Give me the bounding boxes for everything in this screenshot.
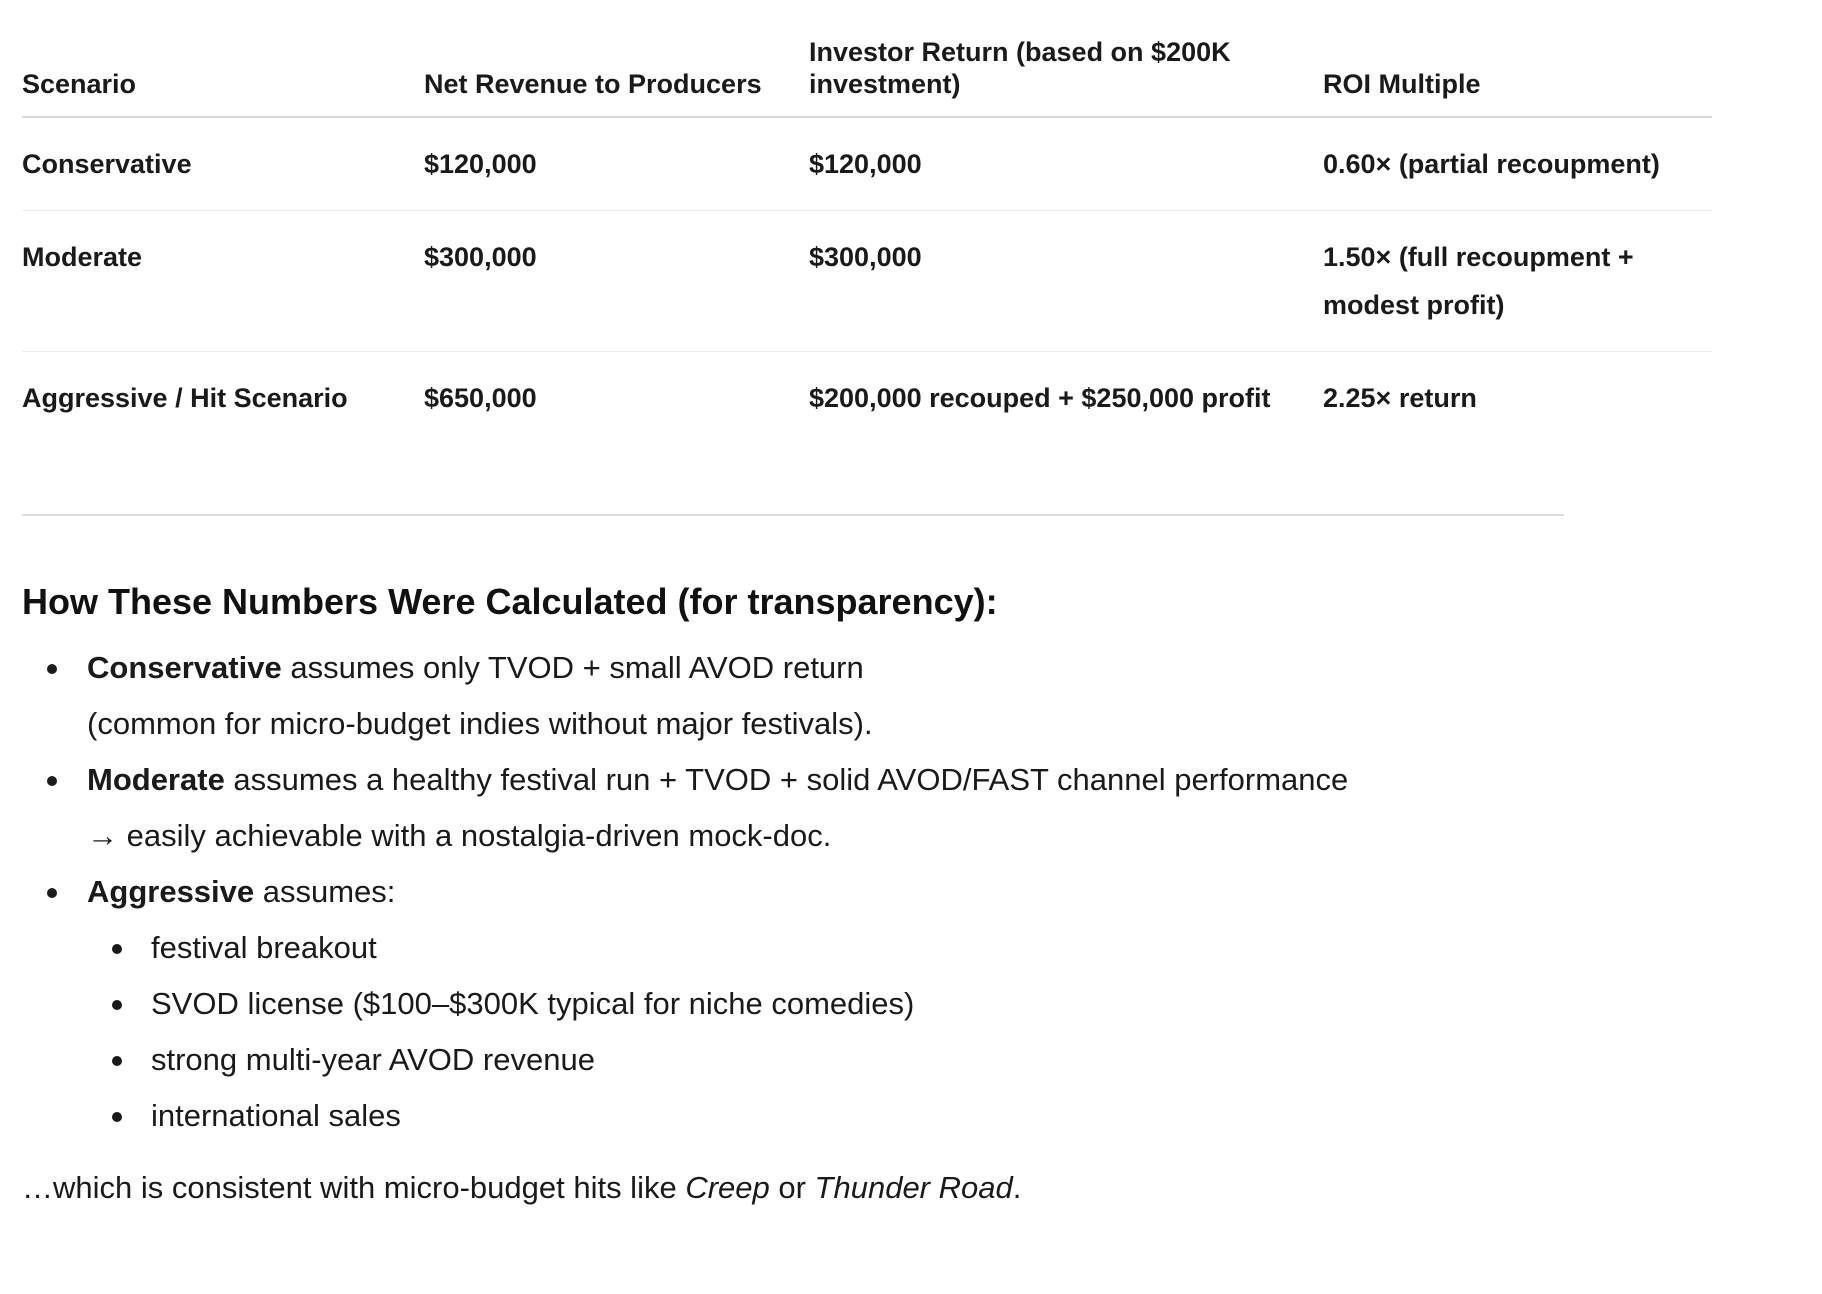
sublist-item xyxy=(87,976,1802,1032)
section-heading: How These Numbers Were Calculated (for transparency): xyxy=(22,581,998,622)
sublist-item-text: SVOD license ($100–$300K typical for niche comedies) xyxy=(151,986,915,1021)
item-text: assumes: xyxy=(254,874,396,909)
footer-suffix: . xyxy=(1012,1170,1022,1205)
sublist-item xyxy=(87,1088,1802,1144)
header-roi-multiple: ROI Multiple xyxy=(1323,0,1712,117)
cell-scenario: Conservative xyxy=(22,117,424,211)
footer-prefix: …which is consistent with micro-budget hits like xyxy=(22,1170,686,1205)
aggressive-sublist xyxy=(87,920,1802,1144)
item-text: assumes a healthy festival run + TVOD + solid AVOD/FAST channel performance xyxy=(224,762,1349,797)
list-item-aggressive xyxy=(22,864,1802,1144)
bullet-icon xyxy=(112,1000,122,1010)
film-title-creep: Creep xyxy=(685,1170,770,1205)
sublist-item xyxy=(87,920,1802,976)
cell-net-revenue: $650,000 xyxy=(424,383,537,413)
bullet-icon xyxy=(47,888,57,898)
list-item-moderate xyxy=(22,752,1802,864)
cell-roi: 0.60× (partial recoupment) xyxy=(1323,117,1712,211)
bullet-icon xyxy=(47,664,57,674)
cell-roi: 2.25× return xyxy=(1323,383,1477,413)
sublist-item-text: strong multi-year AVOD revenue xyxy=(151,1042,595,1077)
film-title-thunder-road: Thunder Road xyxy=(814,1170,1013,1205)
header-scenario: Scenario xyxy=(22,0,424,117)
cell-net-revenue: $120,000 xyxy=(424,117,809,211)
sublist-item-text: festival breakout xyxy=(151,930,377,965)
bullet-icon xyxy=(47,776,57,786)
table-row-moderate xyxy=(22,211,1712,352)
footer-middle: or xyxy=(769,1170,815,1205)
header-net-revenue: Net Revenue to Producers xyxy=(424,0,809,117)
section-divider xyxy=(22,514,1564,516)
cell-roi: 1.50× (full recoupment + modest profit) xyxy=(1323,211,1712,352)
item-text: assumes only TVOD + small AVOD return xyxy=(281,650,864,685)
scenario-table-container xyxy=(22,0,1712,514)
bullet-icon xyxy=(112,1056,122,1066)
cell-scenario: Aggressive / Hit Scenario xyxy=(22,383,348,413)
cell-investor-return: $200,000 recouped + $250,000 profit xyxy=(809,383,1271,413)
bullet-icon xyxy=(112,944,122,954)
table-row-aggressive xyxy=(22,352,1712,423)
calculation-list xyxy=(22,640,1802,1144)
scenario-table xyxy=(22,0,1712,422)
table-row-conservative xyxy=(22,117,1712,211)
cell-investor-return: $300,000 xyxy=(809,211,1323,352)
bullet-icon xyxy=(112,1112,122,1122)
header-investor-return: Investor Return (based on $200K investment) xyxy=(809,0,1323,117)
item-label: Moderate xyxy=(87,762,225,797)
table-scroll-area xyxy=(22,422,1712,514)
sublist-item xyxy=(87,1032,1802,1088)
sublist-item-text: international sales xyxy=(151,1098,401,1133)
item-label: Aggressive xyxy=(87,874,255,909)
list-item-conservative xyxy=(22,640,1802,752)
document xyxy=(22,0,1802,1216)
item-label: Conservative xyxy=(87,650,282,685)
item-continuation: (common for micro-budget indies without major festivals). xyxy=(87,706,873,741)
table-header-row xyxy=(22,0,1712,117)
item-continuation: → easily achievable with a nostalgia-driven mock-doc. xyxy=(87,818,832,853)
cell-investor-return: $120,000 xyxy=(809,117,1323,211)
cell-scenario: Moderate xyxy=(22,211,424,352)
cell-net-revenue: $300,000 xyxy=(424,211,809,352)
footer-note xyxy=(22,1160,1802,1216)
